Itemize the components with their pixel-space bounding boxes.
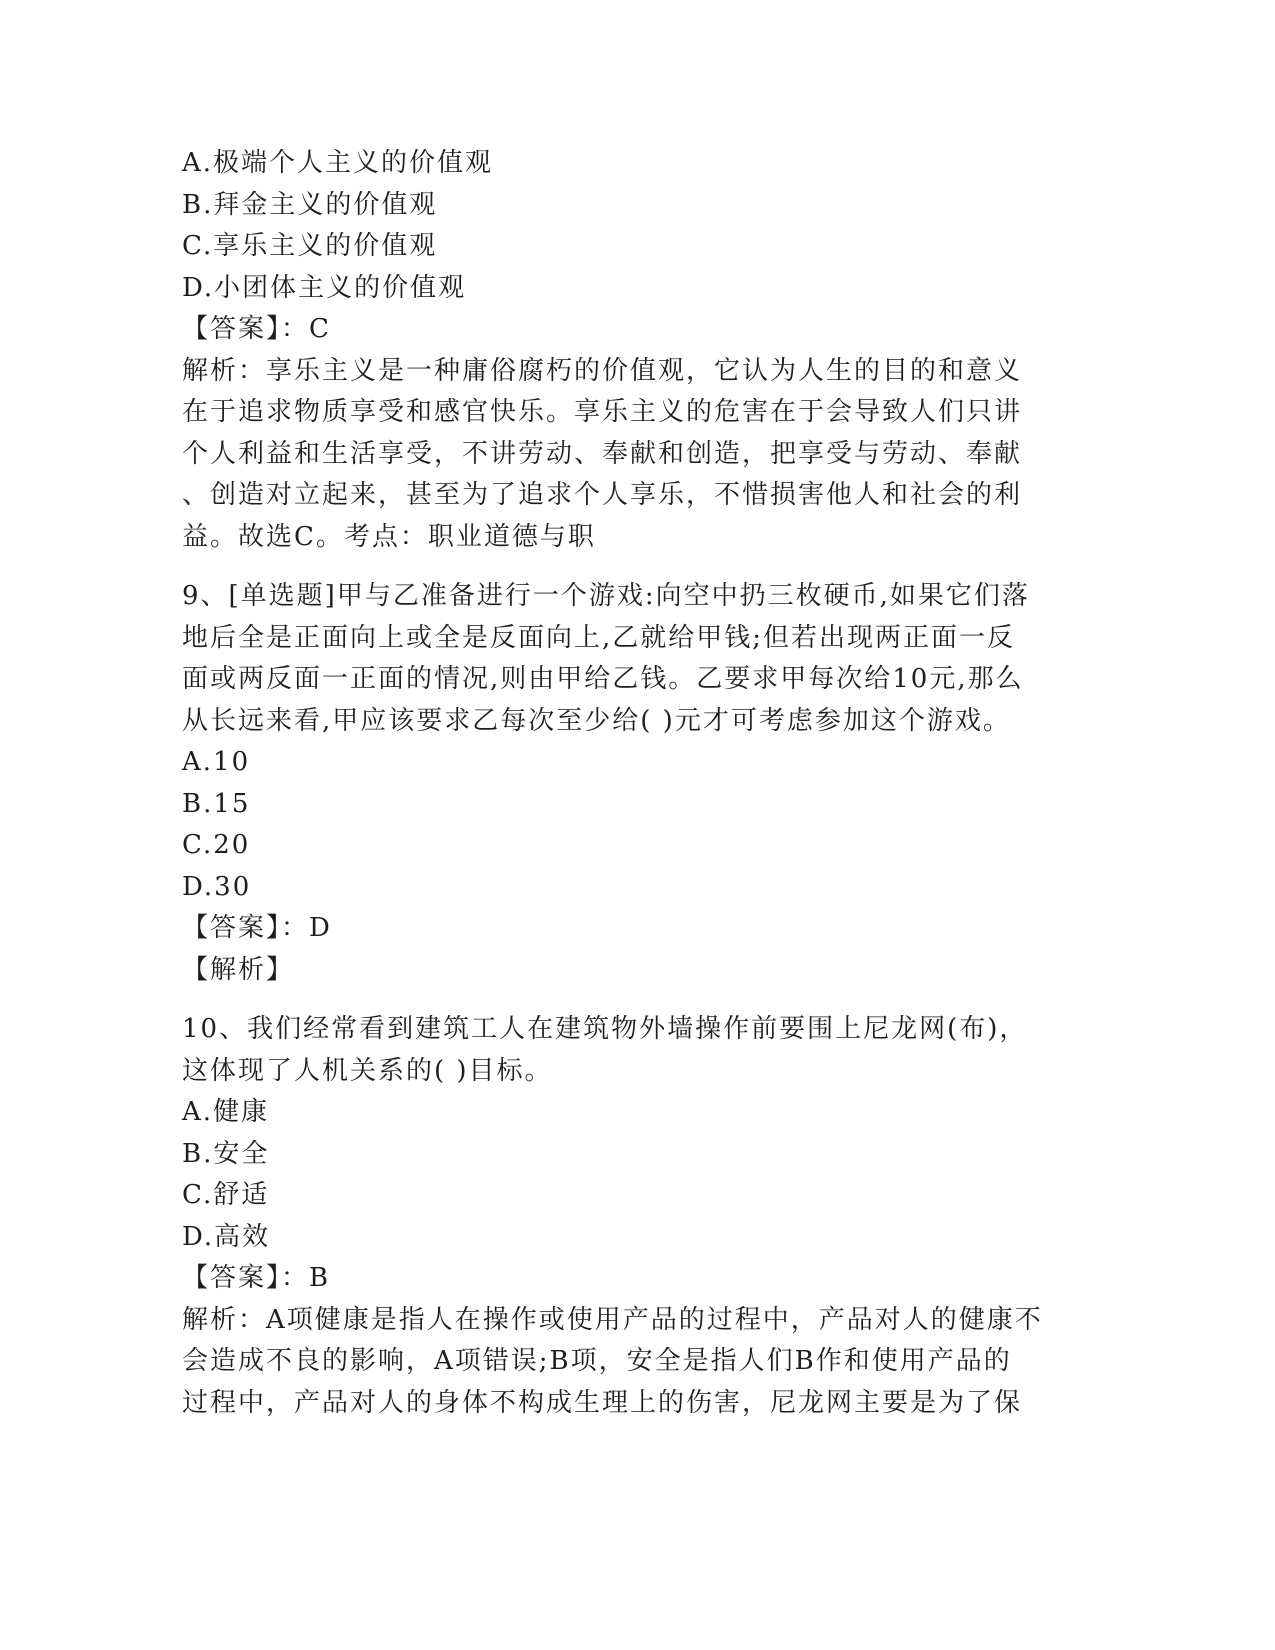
analysis-line: 解析：A项健康是指人在操作或使用产品的过程中，产品对人的健康不 bbox=[182, 1304, 1043, 1335]
option-b: B.15 bbox=[182, 788, 251, 819]
option-c: C.20 bbox=[182, 830, 251, 860]
question-stem-line: 地后全是正面向上或全是反面向上,乙就给甲钱;但若出现两正面一反 bbox=[182, 622, 1016, 653]
option-a: A.极端个人主义的价值观 bbox=[182, 148, 494, 178]
analysis-line: 在于追求物质享受和感官快乐。享乐主义的危害在于会导致人们只讲 bbox=[182, 397, 1023, 427]
answer-line: 【答案】：D bbox=[182, 913, 332, 943]
analysis-line: 个人利益和生活享受，不讲劳动、奉献和创造，把享受与劳动、奉献 bbox=[182, 438, 1023, 469]
analysis-line: 、创造对立起来，甚至为了追求个人享乐，不惜损害他人和社会的利 bbox=[182, 480, 1023, 510]
option-b: B.安全 bbox=[182, 1138, 270, 1169]
option-d: D.30 bbox=[182, 871, 252, 902]
question-stem-line: 从长远来看,甲应该要求乙每次至少给( )元才可考虑参加这个游戏。 bbox=[182, 705, 1011, 736]
option-d: D.高效 bbox=[182, 1221, 271, 1252]
option-a: A.健康 bbox=[182, 1097, 270, 1127]
question-stem-line: 10、我们经常看到建筑工人在建筑物外墙操作前要围上尼龙网(布)， bbox=[182, 1014, 1028, 1044]
page-text bbox=[182, 143, 1082, 1424]
option-c: C.舒适 bbox=[182, 1180, 270, 1210]
option-a: A.10 bbox=[182, 747, 251, 777]
analysis-line: 会造成不良的影响，A项错误;B项，安全是指人们B作和使用产品的 bbox=[182, 1346, 1012, 1376]
question-stem-line: 面或两反面一正面的情况,则由甲给乙钱。乙要求甲每次给10元,那么 bbox=[182, 664, 1024, 694]
analysis-line: 解析：享乐主义是一种庸俗腐朽的价值观，它认为人生的目的和意义 bbox=[182, 355, 1023, 386]
analysis-heading: 【解析】 bbox=[182, 954, 295, 985]
answer-line: 【答案】：B bbox=[182, 1263, 331, 1293]
option-c: C.享乐主义的价值观 bbox=[182, 231, 438, 261]
section-gap bbox=[182, 991, 1082, 1009]
option-d: D.小团体主义的价值观 bbox=[182, 272, 467, 303]
analysis-line: 过程中，产品对人的身体不构成生理上的伤害，尼龙网主要是为了保 bbox=[182, 1387, 1023, 1418]
section-gap bbox=[182, 558, 1082, 576]
question-stem-line: 9、[单选题]甲与乙准备进行一个游戏:向空中扔三枚硬币,如果它们落 bbox=[182, 581, 1030, 611]
answer-line: 【答案】：C bbox=[182, 314, 331, 344]
option-b: B.拜金主义的价值观 bbox=[182, 189, 438, 220]
question-stem-line: 这体现了人机关系的( )目标。 bbox=[182, 1055, 553, 1086]
analysis-line: 益。故选C。考点：职业道德与职 bbox=[182, 521, 596, 552]
